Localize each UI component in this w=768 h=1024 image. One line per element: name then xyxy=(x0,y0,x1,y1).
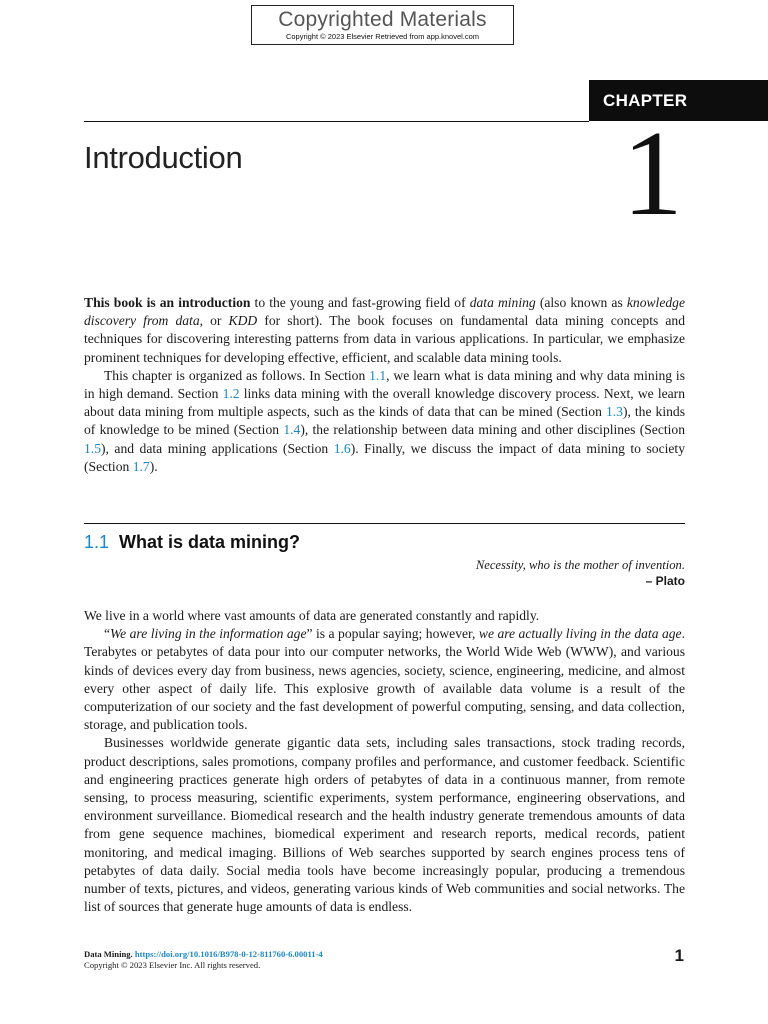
emphasis: we are actually living in the data age xyxy=(478,626,682,642)
header-rule xyxy=(84,121,589,122)
emphasis: data mining xyxy=(469,295,536,310)
section-number: 1.1 xyxy=(84,532,110,552)
section-rule xyxy=(84,523,685,524)
intro-text xyxy=(84,294,685,476)
body-paragraph-2 xyxy=(84,625,685,734)
text-run: ), the relationship between data mining and other disciplines (Section xyxy=(300,422,685,438)
footer-citation xyxy=(84,949,323,960)
text-run: (also known as xyxy=(535,295,627,310)
page-number: 1 xyxy=(674,946,684,965)
doi-link[interactable]: https://doi.org/10.1016/B978-0-12-811760-6.00011-4 xyxy=(134,949,323,959)
page-footer xyxy=(84,949,323,971)
emphasis: KDD xyxy=(228,313,258,329)
stamp-subtitle: Copyright © 2023 Elsevier Retrieved from app.knovel.com xyxy=(285,32,480,41)
emphasis: knowledge discovery from data xyxy=(84,295,685,329)
section-link-1-3[interactable]: 1.3 xyxy=(605,404,623,420)
text-run: ). xyxy=(149,458,158,474)
chapter-number: 1 xyxy=(622,106,683,241)
section-link-1-4[interactable]: 1.4 xyxy=(283,422,301,438)
text-run: ). Finally, we discuss the impact of data mining to society (Section xyxy=(84,440,685,474)
text-run: “ xyxy=(104,626,111,642)
text-run: ” is a popular saying; however, xyxy=(306,626,479,642)
footer-copyright: Copyright © 2023 Elsevier Inc. All rights reserved. xyxy=(84,960,261,970)
text-run: , or xyxy=(199,313,229,329)
chapter-label: CHAPTER xyxy=(589,80,768,121)
text-run: ), and data mining applications (Section xyxy=(101,440,334,456)
text-run: . Terabytes or petabytes of data pour into our computer networks, the World Wide Web (WWW), and various kinds of devices every day from business, news agencies, society, science, engineering, medicine, and almost every other aspect of daily life. This explosive growth of available data volume is a result of the computerization of our society and the fast development of powerful computing, sensing, and data collection, storage, and publication tools. xyxy=(84,626,685,733)
emphasis: We are living in the information age xyxy=(110,626,307,642)
text-run: This chapter is organized as follows. In Section xyxy=(104,367,370,383)
section-body xyxy=(84,607,685,916)
section-link-1-7[interactable]: 1.7 xyxy=(132,458,150,474)
text-run: , we learn what is data mining and why data mining is in high demand. Section xyxy=(84,367,685,402)
text-run: links data mining with the overall knowledge discovery process. Next, we learn about data mining from multiple aspects, such as the kinds of data that can be mined (Section xyxy=(84,386,685,420)
copyright-stamp xyxy=(251,5,514,45)
section-link-1-6[interactable]: 1.6 xyxy=(333,440,351,456)
intro-paragraph-1 xyxy=(84,294,685,367)
section-heading xyxy=(84,530,300,554)
epigraph-author: – Plato xyxy=(645,574,685,588)
text-run: for short). The book focuses on fundamental data mining concepts and techniques for discovering interesting patterns from data in various applications. In particular, we emphasize prominent techniques for developing effective, efficient, and scalable data mining tools. xyxy=(84,313,685,365)
body-paragraph-1: We live in a world where vast amounts of data are generated constantly and rapidly. xyxy=(84,608,540,623)
section-title: What is data mining? xyxy=(119,532,301,552)
section-link-1-1[interactable]: 1.1 xyxy=(369,367,387,383)
epigraph xyxy=(476,557,685,589)
intro-paragraph-2 xyxy=(84,367,685,476)
body-paragraph-3: Businesses worldwide generate gigantic data sets, including sales transactions, stock trading records, product descriptions, sales promotions, company profiles and performance, and customer feedback. Scientific and engineering practices generate high orders of petabytes of data in a continuous manner, from remote sensing, to process measuring, scientific experiments, system performance, engineering observations, and environment surveillance. Biomedical research and the health industry generate tremendous amounts of data from gene sequence machines, biomedical experiment and research reports, medical records, patient monitoring, and medical imaging. Billions of Web searches supported by search engines process tens of petabytes of data daily. Social media tools have become increasingly popular, producing a tremendous number of texts, pictures, and videos, generating various kinds of Web communities and social networks. The list of sources that generate huge amounts of data is endless. xyxy=(84,735,685,915)
text-run: to the young and fast-growing field of xyxy=(250,295,470,310)
epigraph-quote: Necessity, who is the mother of invention. xyxy=(475,558,685,572)
intro-lead: This book is an introduction xyxy=(84,295,251,310)
section-link-1-2[interactable]: 1.2 xyxy=(222,386,240,402)
text-run: ), the kinds of knowledge to be mined (Section xyxy=(84,404,685,438)
footer-book-title: Data Mining. xyxy=(84,949,133,959)
chapter-title: Introduction xyxy=(84,140,243,175)
stamp-title: Copyrighted Materials xyxy=(278,8,487,31)
section-link-1-5[interactable]: 1.5 xyxy=(84,440,101,456)
